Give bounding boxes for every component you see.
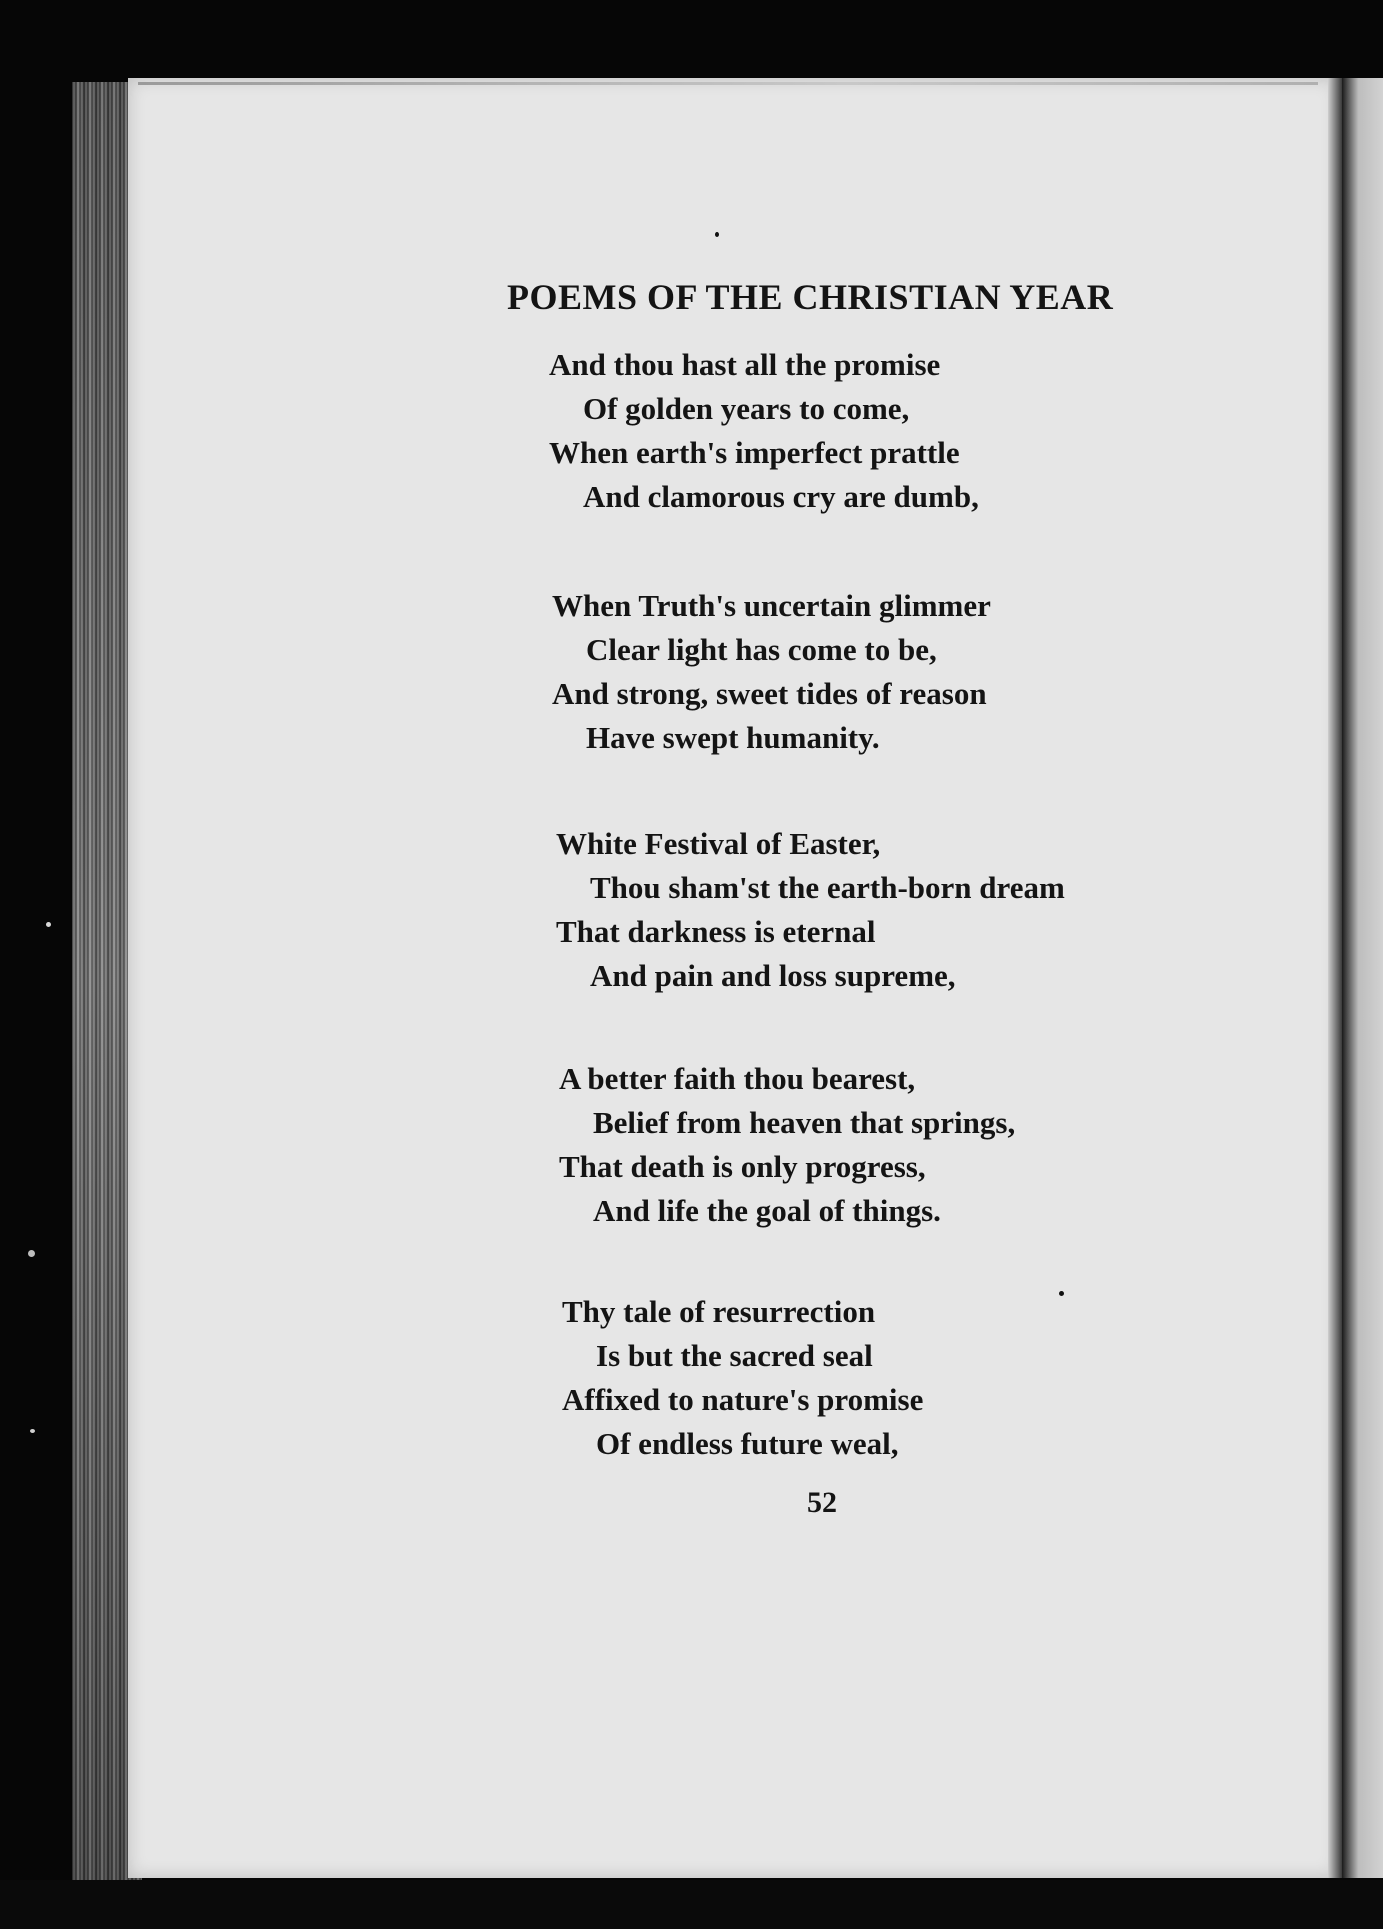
poem-line: Affixed to nature's promise [562, 1382, 924, 1417]
page-number: 52 [807, 1486, 837, 1519]
poem-line: Is but the sacred seal [596, 1338, 873, 1373]
poem-line: Thy tale of resurrection [562, 1294, 876, 1329]
poem-line: When earth's imperfect prattle [549, 435, 960, 470]
poem-line: That death is only progress, [559, 1149, 926, 1184]
poem-line: And life the goal of things. [593, 1193, 941, 1228]
stanza-4 [559, 1057, 1015, 1233]
poem-line: That darkness is eternal [556, 914, 876, 949]
stanza-2 [552, 584, 991, 760]
stanza-3 [556, 822, 1065, 998]
poem-line: A better faith thou bearest, [559, 1061, 916, 1096]
poem-line: Have swept humanity. [586, 720, 880, 755]
poem-line: Of endless future weal, [596, 1426, 899, 1461]
poem-line: Clear light has come to be, [586, 632, 937, 667]
poem-line: When Truth's uncertain glimmer [552, 588, 991, 623]
running-header: POEMS OF THE CHRISTIAN YEAR [507, 277, 1114, 317]
stanza-1 [549, 343, 979, 519]
poem-line: Of golden years to come, [583, 391, 910, 426]
poem-line: White Festival of Easter, [556, 826, 881, 861]
poem-line: And thou hast all the promise [549, 347, 941, 382]
stanza-5 [562, 1290, 923, 1466]
poem-line: Thou sham'st the earth-born dream [590, 870, 1065, 905]
poem-line: Belief from heaven that springs, [593, 1105, 1016, 1140]
poem-line: And clamorous cry are dumb, [583, 479, 979, 514]
poem-line: And pain and loss supreme, [590, 958, 956, 993]
poem-line: And strong, sweet tides of reason [552, 676, 987, 711]
